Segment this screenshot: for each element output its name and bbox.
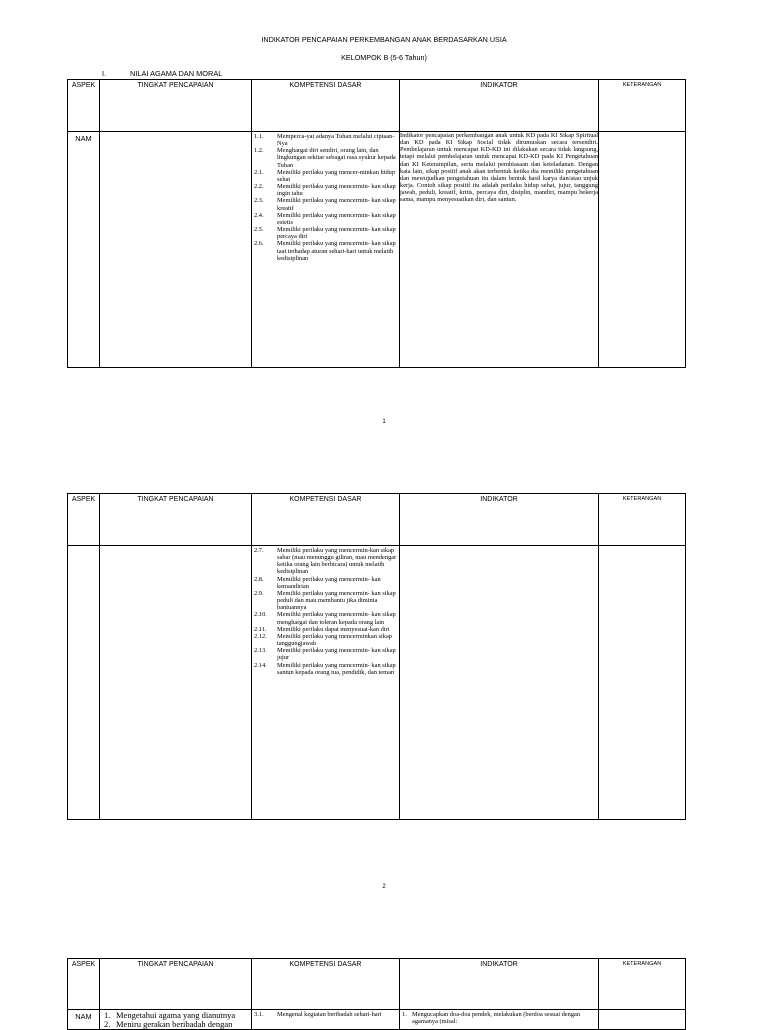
kd-list bbox=[252, 132, 399, 262]
kd-item: 2.10. Memiliki perilaku yang mencermin- kan sikap menghargai dan toleran kepada orang lain bbox=[254, 611, 396, 626]
keterangan-cell bbox=[599, 1010, 686, 1030]
section-number: I. bbox=[102, 69, 107, 78]
kd-cell bbox=[252, 546, 400, 820]
table-page-1 bbox=[67, 79, 686, 368]
indikator-cell: Indikator pencapaian perkembangan anak untuk KD pada KI Sikap Spiritual dan KD pada KI Sikap Social tidak dirumuskan secara tersendiri. Pembelajaran untuk mencapai KD-KD ini dilakukan secara tidak langsung, tetapi melalui pembelajaran untuk mencapai KD-KD pada KI Pengetahuan dan KI Keterampilan, serta melalui pembiasaan dan keteladanan. Dengan kata lain, sikap positif anak akan terbentuk ketika dia memiliki pengetahuan dan mewujudkan pengetahuan itu dalam bentuk hasil karya dan/atau unjuk kerja. Contoh sikap positif itu adalah perilaku hidup sehat, jujur, tanggung jawab, peduli, kreatif, kritis, percaya diri, disiplin, mandiri, mampu bekerja sama, mampu menyesuaikan diri, dan santun. bbox=[400, 132, 599, 368]
indikator-item: 1. Mengucapkan doa-doa pendek, melakukan (berdoa sesuai dengan agamanya (misal: bbox=[402, 1011, 581, 1026]
header-indikator: INDIKATOR bbox=[400, 494, 599, 546]
keterangan-cell bbox=[599, 546, 686, 820]
kd-item: 2.2. Memiliki perilaku yang mencermin- kan sikap ingin tahu bbox=[254, 183, 396, 198]
kd-item: 2.11. Memiliki perilaku dapat menyesuai-kan diri bbox=[254, 625, 390, 633]
indikator-list bbox=[400, 1010, 598, 1025]
kd-item: 2.8. Memiliki perilaku yang mencermin- kan kemandirian bbox=[254, 575, 381, 590]
header-keterangan: KETERANGAN bbox=[599, 80, 686, 132]
kd-item: 2.7. Memiliki perilaku yang mencermin-kan sikap sabar (mau menunggu giliran, mau mendengar ketika orang lain berbicara) untuk melatih kedisiplinan bbox=[254, 547, 397, 576]
tingkat-cell bbox=[100, 1010, 252, 1030]
header-keterangan: KETERANGAN bbox=[599, 959, 686, 1010]
header-indikator: INDIKATOR bbox=[400, 80, 599, 132]
kd-item: 2.5. Memiliki perilaku yang mencermin- kan sikap percaya diri bbox=[254, 226, 396, 241]
kd-list bbox=[252, 546, 399, 676]
table-header-row bbox=[68, 494, 686, 546]
header-keterangan: KETERANGAN bbox=[599, 494, 686, 546]
doc-subtitle: KELOMPOK B (5-6 Tahun) bbox=[341, 53, 427, 62]
indikator-cell bbox=[400, 546, 599, 820]
header-aspek: ASPEK bbox=[68, 959, 100, 1010]
kd-cell bbox=[252, 1010, 400, 1030]
header-kompetensi-dasar: KOMPETENSI DASAR bbox=[252, 959, 400, 1010]
header-aspek: ASPEK bbox=[68, 80, 100, 132]
kd-item: 2.9. Memiliki perilaku yang mencermin- kan sikap peduli dan mau membantu jika diminta bantuannya bbox=[254, 589, 396, 612]
section-heading bbox=[102, 69, 222, 78]
tingkat-cell bbox=[100, 546, 252, 820]
table-page-3 bbox=[67, 958, 686, 1030]
kd-item: 1.2. Menghargai diri sendiri, orang lain, dan lingkungan sekitar sebagai rasa syukur kepada Tuhan bbox=[254, 147, 396, 169]
kd-item: 2.6. Memiliki perilaku yang mencermin- kan sikap taat terhadap aturan sehari-hari untuk melatih kedisiplinan bbox=[254, 240, 396, 262]
kd-item: 2.14. Memiliki perilaku yang mencermin- kan sikap santun kepada orang tua, pendidik, dan teman bbox=[254, 661, 396, 676]
kd-item: 2.12. Memiliki perilaku yang mencerminkan sikap tanggungjawab bbox=[254, 632, 393, 648]
tingkat-item: 2. Meniru gerakan beribadah dengan bbox=[104, 1019, 233, 1029]
header-tingkat-pencapaian: TINGKAT PENCAPAIAN bbox=[100, 959, 252, 1010]
table-header-row bbox=[68, 959, 686, 1010]
header-kompetensi-dasar: KOMPETENSI DASAR bbox=[252, 494, 400, 546]
tingkat-cell bbox=[100, 132, 252, 368]
table-row bbox=[68, 1010, 686, 1030]
kd-item: 3.1. Mengenal kegiatan beribadah sehari-hari bbox=[254, 1011, 382, 1018]
kd-cell bbox=[252, 132, 400, 368]
kd-item: 2.1. Memiliki perilaku yang mencer-minkan hidup sehat bbox=[254, 168, 396, 183]
header-indikator: INDIKATOR bbox=[400, 959, 599, 1010]
section-title: NILAI AGAMA DAN MORAL bbox=[130, 69, 223, 78]
table-header-row bbox=[68, 80, 686, 132]
doc-title: INDIKATOR PENCAPAIAN PERKEMBANGAN ANAK BERDASARKAN USIA bbox=[261, 35, 507, 44]
header-aspek: ASPEK bbox=[68, 494, 100, 546]
kd-list bbox=[252, 1010, 399, 1018]
aspek-cell: NAM bbox=[68, 132, 100, 368]
header-tingkat-pencapaian: TINGKAT PENCAPAIAN bbox=[100, 494, 252, 546]
aspek-cell bbox=[68, 546, 100, 820]
tingkat-list bbox=[100, 1010, 251, 1029]
table-page-2 bbox=[67, 493, 686, 820]
kd-item: 2.3. Memiliki perilaku yang mencermin- kan sikap kreatif bbox=[254, 197, 396, 212]
header-tingkat-pencapaian: TINGKAT PENCAPAIAN bbox=[100, 80, 252, 132]
page-number: 2 bbox=[382, 884, 386, 890]
indikator-cell bbox=[400, 1010, 599, 1030]
page-number: 1 bbox=[382, 419, 386, 425]
kd-item: 2.13. Memiliki perilaku yang mencermin- kan sikap jujur bbox=[254, 647, 396, 662]
header-kompetensi-dasar: KOMPETENSI DASAR bbox=[252, 80, 400, 132]
tingkat-item: 1. Mengetahui agama yang dianutnya bbox=[104, 1010, 236, 1020]
kd-item: 1.1. Memperca-yai adanya Tuhan melalui ciptaan-Nya bbox=[254, 133, 395, 148]
table-row bbox=[68, 132, 686, 368]
keterangan-cell bbox=[599, 132, 686, 368]
aspek-cell: NAM bbox=[68, 1010, 100, 1030]
kd-item: 2.4. Memiliki perilaku yang mencermin- kan sikap estetis bbox=[254, 211, 396, 226]
table-row bbox=[68, 546, 686, 820]
